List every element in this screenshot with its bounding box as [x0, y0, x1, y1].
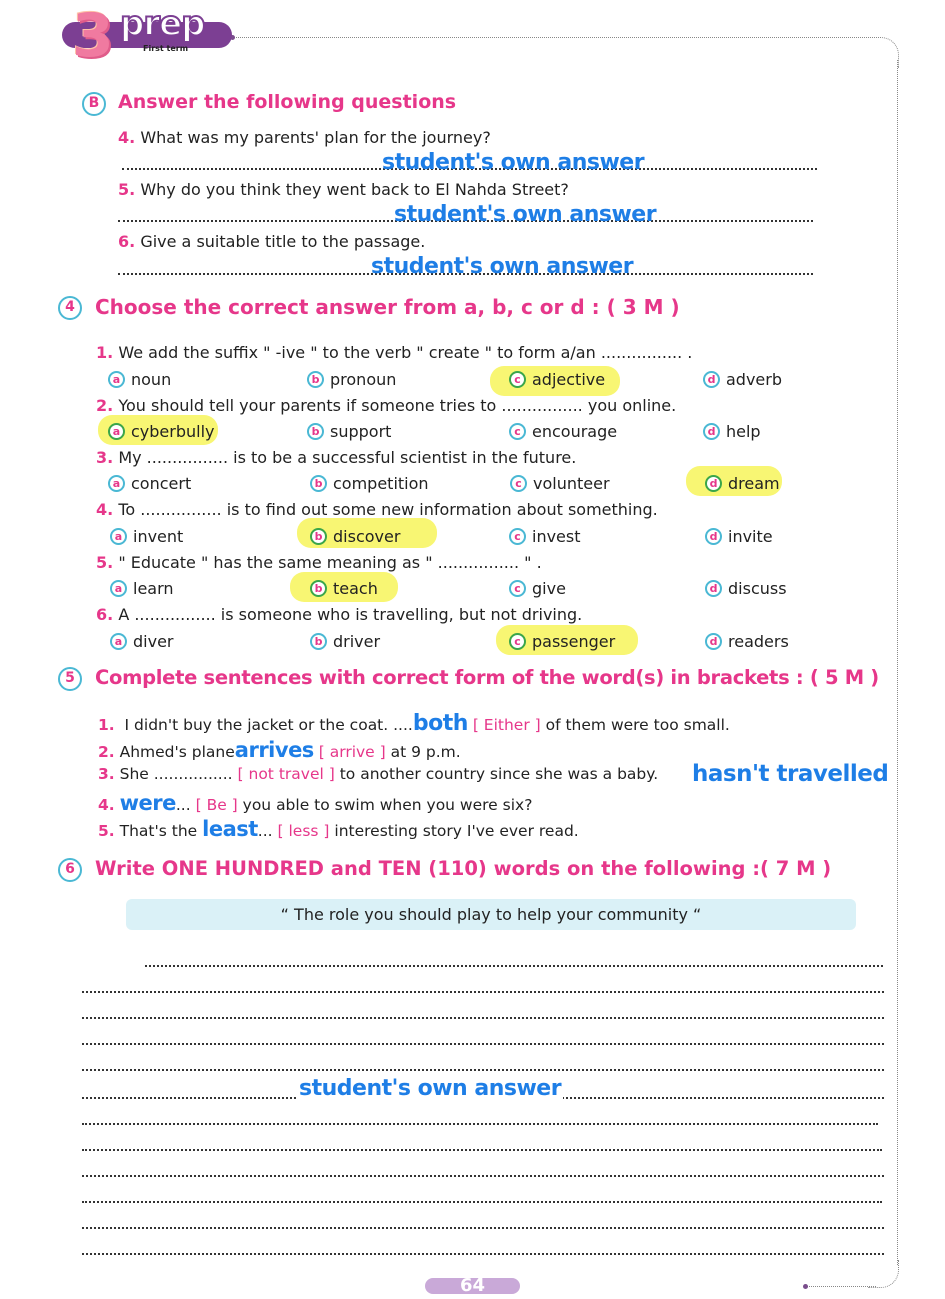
mcq-option[interactable]: d invite: [705, 527, 773, 546]
completion-item: 5. That's the least... [ less ] interesting story I've ever read.: [98, 817, 579, 841]
mcq-option[interactable]: d readers: [705, 632, 789, 651]
handwritten-answer: hasn't travelled: [692, 761, 889, 787]
handwritten-answer: student's own answer: [382, 150, 645, 175]
page-frame-corner: [868, 1260, 899, 1288]
writing-line[interactable]: [82, 1069, 884, 1071]
handwritten-answer: student's own answer: [394, 202, 657, 227]
section-badge: 4: [58, 296, 82, 320]
completion-item: 4. were... [ Be ] you able to swim when you were six?: [98, 791, 533, 815]
section-badge: 5: [58, 667, 82, 691]
page-frame-right: [897, 60, 898, 1265]
logo-brand: prep: [120, 4, 205, 44]
writing-line[interactable]: [82, 1175, 884, 1177]
completion-item: 1. I didn't buy the jacket or the coat. ....both [ Either ] of them were too small.: [98, 711, 730, 736]
handwritten-answer: student's own answer: [299, 1076, 562, 1101]
mcq-option[interactable]: b competition: [310, 474, 429, 493]
mcq-option[interactable]: a diver: [110, 632, 174, 651]
page-frame-top: [232, 37, 877, 38]
section-title: Choose the correct answer from a, b, c or d : ( 3 M ): [95, 295, 680, 319]
frame-dot: [803, 1284, 808, 1289]
completion-item: 3. She ................ [ not travel ] to another country since she was a baby.: [98, 765, 659, 783]
question: 6. Give a suitable title to the passage.: [118, 232, 426, 251]
writing-line[interactable]: [82, 1017, 884, 1019]
mcq-option[interactable]: c volunteer: [510, 474, 610, 493]
mcq-question: 6. A ................ is someone who is travelling, but not driving.: [96, 605, 583, 624]
mcq-option-correct[interactable]: c adjective: [509, 370, 605, 389]
mcq-question: 2. You should tell your parents if someone tries to ................ you online.: [96, 396, 677, 415]
handwritten-answer: both: [412, 711, 468, 736]
mcq-option-correct[interactable]: a cyberbully: [108, 422, 215, 441]
handwritten-answer: least: [202, 817, 258, 841]
handwritten-answer: arrives: [234, 738, 314, 762]
mcq-option[interactable]: c invest: [509, 527, 581, 546]
logo-grade: 3: [72, 1, 114, 71]
mcq-option[interactable]: a invent: [110, 527, 183, 546]
mcq-option[interactable]: a noun: [108, 370, 171, 389]
page-frame-corner: [868, 37, 899, 68]
writing-line[interactable]: [82, 1201, 882, 1203]
page-number: 64: [425, 1278, 520, 1294]
question: 4. What was my parents' plan for the journey?: [118, 128, 491, 147]
mcq-option-correct[interactable]: b teach: [310, 579, 378, 598]
handwritten-answer: student's own answer: [371, 254, 634, 279]
mcq-option-correct[interactable]: d dream: [705, 474, 780, 493]
question: 5. Why do you think they went back to El Nahda Street?: [118, 180, 569, 199]
mcq-question: 1. We add the suffix " -ive " to the verb " create " to form a/an ................ .: [96, 343, 693, 362]
handwritten-answer: were: [119, 791, 176, 815]
mcq-option[interactable]: a concert: [108, 474, 191, 493]
mcq-option[interactable]: d adverb: [703, 370, 782, 389]
logo-term: First term: [143, 44, 189, 53]
completion-item: 2. Ahmed's planearrives [ arrive ] at 9 p.m.: [98, 738, 461, 762]
mcq-option-correct[interactable]: c passenger: [509, 632, 615, 651]
essay-topic: “ The role you should play to help your community “: [126, 899, 856, 930]
mcq-question: 3. My ................ is to be a successful scientist in the future.: [96, 448, 577, 467]
section-title: Complete sentences with correct form of the word(s) in brackets : ( 5 M ): [95, 666, 879, 689]
mcq-option[interactable]: b support: [307, 422, 391, 441]
mcq-option[interactable]: a learn: [110, 579, 174, 598]
writing-line[interactable]: [145, 965, 883, 967]
mcq-option[interactable]: b driver: [310, 632, 380, 651]
mcq-option[interactable]: c give: [509, 579, 566, 598]
mcq-option[interactable]: d help: [703, 422, 761, 441]
mcq-question: 5. " Educate " has the same meaning as " ................ " .: [96, 553, 542, 572]
writing-line[interactable]: [82, 1149, 882, 1151]
section-badge: 6: [58, 858, 82, 882]
mcq-option[interactable]: d discuss: [705, 579, 787, 598]
writing-line[interactable]: [82, 1043, 884, 1045]
mcq-option[interactable]: c encourage: [509, 422, 617, 441]
mcq-option[interactable]: b pronoun: [307, 370, 396, 389]
writing-line[interactable]: [82, 991, 884, 993]
section-title: Answer the following questions: [118, 91, 457, 113]
writing-line[interactable]: [82, 1227, 884, 1229]
page-frame-bottom: [806, 1286, 876, 1287]
section-title: Write ONE HUNDRED and TEN (110) words on the following :( 7 M ): [95, 857, 832, 880]
section-badge: B: [82, 92, 106, 116]
writing-line[interactable]: [82, 1123, 878, 1125]
mcq-option-correct[interactable]: b discover: [310, 527, 400, 546]
mcq-question: 4. To ................ is to find out some new information about something.: [96, 500, 658, 519]
writing-line[interactable]: [82, 1253, 884, 1255]
